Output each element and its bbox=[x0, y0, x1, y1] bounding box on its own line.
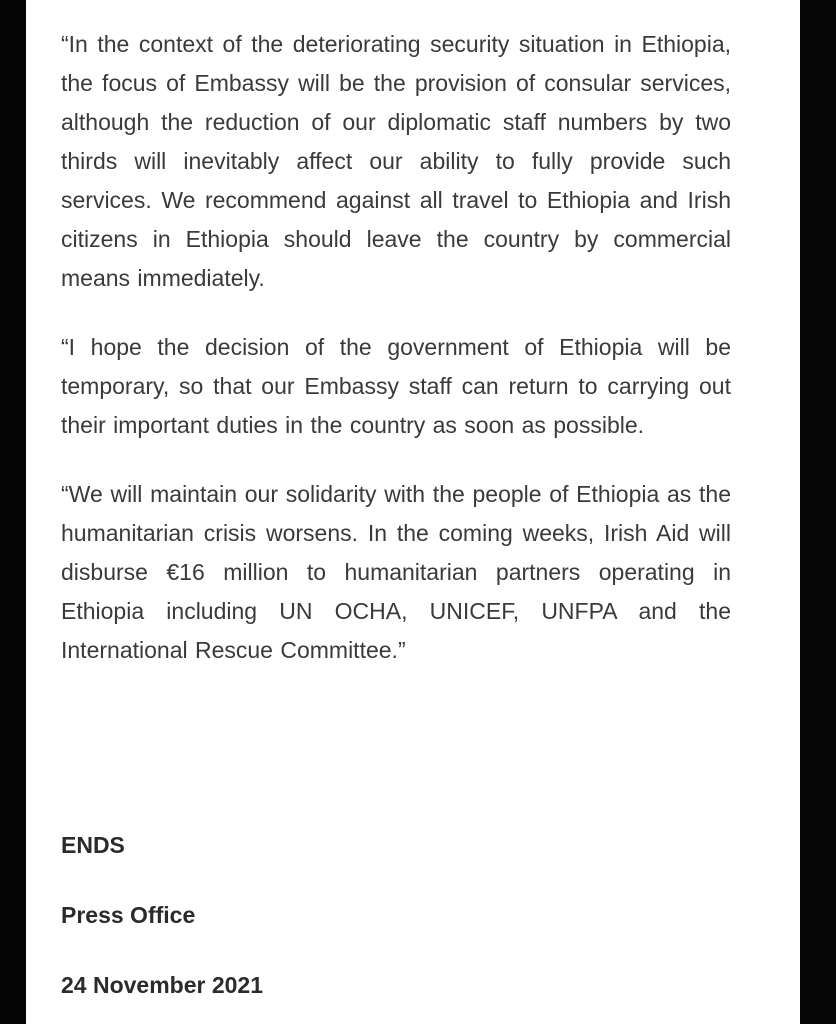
paragraph-solidarity-aid: “We will maintain our solidarity with the people of Ethiopia as the humanitarian crisis worsens. In the coming weeks, Irish Aid will disburse €16 million to humanitarian partners operating in Ethiopia including UN OCHA, UNICEF, UNFPA and the International Rescue Committee.” bbox=[61, 481, 731, 663]
right-dark-border bbox=[800, 0, 836, 1024]
paragraph-security-situation: “In the context of the deteriorating security situation in Ethiopia, the focus of Embassy will be the provision of consular services, although the reduction of our diplomatic staff numbers by two thirds will inevitably affect our ability to fully provide such services. We recommend against all travel to Ethiopia and Irish citizens in Ethiopia should leave the country by commercial means immediately. bbox=[61, 31, 731, 291]
ends-label: ENDS bbox=[61, 832, 125, 858]
release-date: 24 November 2021 bbox=[61, 972, 264, 998]
left-dark-border bbox=[0, 0, 26, 1024]
press-office-label: Press Office bbox=[61, 902, 196, 928]
paragraph-temporary-decision: “I hope the decision of the government of Ethiopia will be temporary, so that our Embassy staff can return to carrying out their important duties in the country as soon as possible. bbox=[61, 334, 731, 438]
press-release-body bbox=[61, 25, 731, 998]
document-page[interactable] bbox=[26, 0, 800, 1024]
